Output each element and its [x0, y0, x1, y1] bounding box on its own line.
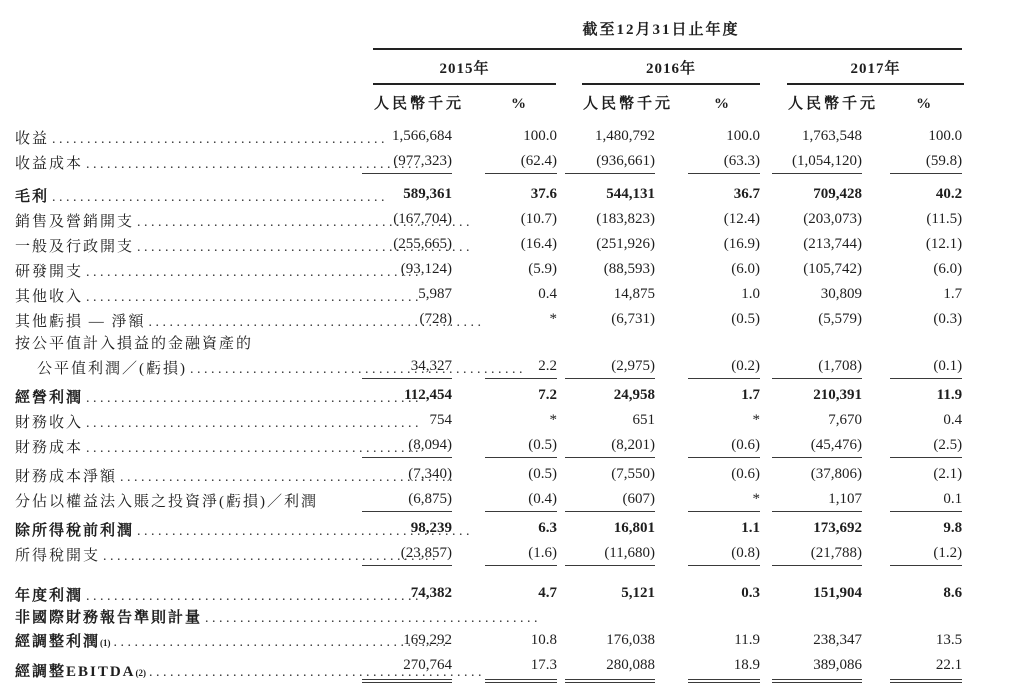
row-label: 其他收入	[15, 288, 84, 305]
cell-amount-2016: 651	[632, 411, 655, 428]
table-row	[0, 113, 962, 150]
dot-leader	[103, 547, 436, 566]
cell-percent-2015: *	[549, 310, 557, 327]
footnote-reference: (1)	[100, 637, 111, 648]
cell-percent-2017: 22.1	[890, 656, 962, 683]
cell-amount-2016: 14,875	[613, 285, 655, 302]
cell-percent-2015: 37.6	[530, 185, 557, 202]
cell-amount-2016: (251,926)	[596, 235, 655, 252]
column-header-percent-2016: %	[714, 96, 729, 112]
table-row	[0, 258, 962, 283]
row-label: 收益成本	[15, 155, 84, 172]
cell-percent-2015: (0.4)	[485, 490, 557, 512]
dot-leader	[86, 263, 419, 282]
table-row	[0, 434, 962, 459]
cell-amount-2015	[362, 351, 452, 354]
year-header-2016: 2016年	[582, 57, 760, 85]
cell-percent-2016: 1.7	[741, 386, 760, 403]
cell-amount-2015: (977,323)	[362, 152, 452, 174]
cell-percent-2017: (12.1)	[925, 235, 963, 252]
dot-leader	[86, 414, 419, 433]
column-header-percent-2015: %	[511, 96, 526, 112]
dot-leader	[86, 587, 419, 606]
cell-percent-2016	[688, 351, 760, 354]
cell-amount-2015: (255,665)	[393, 235, 452, 252]
cell-amount-2015: 754	[429, 411, 452, 428]
cell-amount-2015: (93,124)	[400, 260, 452, 277]
table-row	[0, 208, 962, 233]
cell-amount-2017: 210,391	[813, 386, 862, 403]
cell-amount-2016: 5,121	[621, 584, 655, 601]
row-label: 非國際財務報告準則計量	[15, 609, 203, 626]
cell-amount-2016: (2,975)	[565, 357, 655, 379]
table-row	[0, 233, 962, 258]
cell-percent-2016: (0.5)	[731, 310, 760, 327]
cell-amount-2015: (7,340)	[408, 465, 452, 482]
row-label: 財務成本	[15, 439, 84, 456]
cell-amount-2017: (1,054,120)	[772, 152, 862, 174]
cell-percent-2015: 0.4	[538, 285, 557, 302]
row-label: 所得稅開支	[15, 547, 101, 564]
row-label: 其他虧損 — 淨額	[15, 313, 146, 330]
column-header-amount-2017: 人民幣千元	[788, 96, 879, 112]
year-header-2017: 2017年	[787, 57, 964, 85]
cell-amount-2017: 238,347	[813, 631, 862, 648]
table-row	[0, 150, 962, 175]
cell-percent-2015: 6.3	[538, 519, 557, 536]
cell-amount-2016: (8,201)	[565, 436, 655, 458]
cell-percent-2016: (0.8)	[688, 544, 760, 566]
cell-percent-2016: (0.2)	[688, 357, 760, 379]
cell-amount-2016: 16,801	[613, 519, 655, 536]
dot-leader	[205, 609, 538, 628]
cell-amount-2015: 169,292	[403, 631, 452, 648]
dot-leader	[86, 389, 419, 408]
cell-amount-2016: (11,680)	[565, 544, 655, 566]
row-label: 銷售及營銷開支	[15, 213, 135, 230]
table-row	[0, 567, 962, 607]
cell-amount-2017: 7,670	[828, 411, 862, 428]
cell-percent-2015: 10.8	[530, 631, 557, 648]
cell-percent-2016: 11.9	[734, 631, 760, 648]
cell-amount-2016: 176,038	[606, 631, 655, 648]
cell-amount-2015: (23,857)	[362, 544, 452, 566]
cell-percent-2017: (11.5)	[926, 210, 963, 227]
cell-percent-2017: 100.0	[928, 127, 963, 144]
column-header-percent-2017: %	[916, 96, 932, 112]
cell-amount-2017	[772, 625, 862, 628]
cell-percent-2016: (63.3)	[688, 152, 760, 174]
financial-statements-table	[0, 6, 962, 684]
cell-amount-2016: (7,550)	[611, 465, 655, 482]
cell-amount-2016: 24,958	[613, 386, 655, 403]
cell-percent-2017: 0.1	[890, 490, 962, 512]
cell-percent-2016: 1.1	[741, 519, 760, 536]
cell-percent-2016: 1.0	[741, 285, 760, 302]
cell-amount-2015: 589,361	[403, 185, 452, 202]
table-row	[0, 459, 962, 488]
cell-percent-2015: (0.5)	[528, 465, 557, 482]
cell-percent-2016: (0.6)	[688, 436, 760, 458]
cell-percent-2017: (0.1)	[890, 357, 962, 379]
cell-percent-2015: (10.7)	[520, 210, 557, 227]
cell-percent-2017	[890, 351, 962, 354]
row-label: 毛利	[15, 188, 50, 205]
table-row	[0, 542, 962, 567]
cell-amount-2017: (203,073)	[803, 210, 862, 227]
cell-percent-2016: (16.9)	[723, 235, 760, 252]
cell-percent-2017: 40.2	[935, 185, 963, 202]
cell-percent-2015: (1.6)	[485, 544, 557, 566]
cell-amount-2017: 709,428	[813, 185, 862, 202]
cell-percent-2015: *	[549, 411, 557, 428]
dot-leader	[52, 130, 385, 149]
cell-amount-2016: (6,731)	[611, 310, 655, 327]
cell-percent-2015: 17.3	[485, 656, 557, 683]
row-label: 研發開支	[15, 263, 84, 280]
cell-percent-2016: (12.4)	[723, 210, 760, 227]
row-label: 公平值利潤／(虧損)	[37, 360, 187, 377]
table-row	[0, 283, 962, 308]
table-row	[0, 654, 962, 684]
row-label: 除所得稅前利潤	[15, 522, 135, 539]
cell-amount-2016	[565, 351, 655, 354]
cell-amount-2015: (8,094)	[362, 436, 452, 458]
column-header-amount-2015: 人民幣千元	[374, 96, 465, 112]
cell-amount-2015: 5,987	[418, 285, 452, 302]
cell-amount-2015: (167,704)	[393, 210, 452, 227]
cell-amount-2015: (6,875)	[362, 490, 452, 512]
cell-percent-2015: 7.2	[538, 386, 557, 403]
cell-amount-2017: (213,744)	[803, 235, 862, 252]
row-label: 經調整利潤	[15, 633, 101, 650]
cell-percent-2015: 2.2	[485, 357, 557, 379]
row-label: 財務收入	[15, 414, 84, 431]
column-header-amount-2016: 人民幣千元	[583, 96, 674, 112]
cell-amount-2017: (105,742)	[803, 260, 862, 277]
table-row	[0, 488, 962, 513]
cell-amount-2017	[772, 351, 862, 354]
cell-amount-2015: 74,382	[410, 584, 452, 601]
row-label: 經營利潤	[15, 389, 84, 406]
row-label: 按公平值計入損益的金融資產的	[15, 335, 254, 352]
dot-leader	[114, 633, 447, 652]
row-label: 財務成本淨額	[15, 468, 118, 485]
table-row	[0, 333, 962, 355]
column-header-row	[0, 85, 962, 113]
cell-amount-2015: 270,764	[362, 656, 452, 683]
cell-amount-2017: 30,809	[820, 285, 862, 302]
cell-amount-2017: 389,086	[772, 656, 862, 683]
cell-percent-2016: (6.0)	[731, 260, 760, 277]
cell-percent-2015: (16.4)	[520, 235, 557, 252]
cell-percent-2017: 1.7	[943, 285, 963, 302]
cell-amount-2015: 112,454	[404, 386, 452, 403]
cell-amount-2016	[565, 625, 655, 628]
cell-percent-2017: 0.4	[943, 411, 963, 428]
cell-amount-2017: (1,708)	[772, 357, 862, 379]
cell-amount-2017: (21,788)	[772, 544, 862, 566]
cell-percent-2017: 13.5	[935, 631, 963, 648]
cell-percent-2016: 0.3	[741, 584, 760, 601]
table-row	[0, 607, 962, 629]
year-header-row	[0, 50, 962, 85]
cell-percent-2017: 11.9	[936, 386, 963, 403]
cell-amount-2015: (728)	[419, 310, 452, 327]
cell-percent-2015: 4.7	[538, 584, 557, 601]
cell-amount-2017: 151,904	[813, 584, 862, 601]
period-header-row	[0, 6, 962, 48]
cell-percent-2017: (0.3)	[933, 310, 963, 327]
cell-percent-2015: 100.0	[523, 127, 557, 144]
cell-amount-2015: 34,327	[362, 357, 452, 379]
table-row	[0, 175, 962, 208]
cell-amount-2017: (37,806)	[810, 465, 862, 482]
cell-percent-2017: 9.8	[943, 519, 963, 536]
table-row	[0, 629, 962, 654]
cell-percent-2015: (62.4)	[485, 152, 557, 174]
cell-amount-2017: 173,692	[813, 519, 862, 536]
row-label: 經調整EBITDA	[15, 663, 136, 680]
cell-amount-2016: (183,823)	[596, 210, 655, 227]
cell-percent-2016: *	[752, 411, 760, 428]
cell-amount-2017: 1,763,548	[802, 127, 862, 144]
dot-leader	[120, 468, 453, 487]
cell-amount-2017: (45,476)	[772, 436, 862, 458]
dot-leader	[86, 439, 419, 458]
cell-percent-2016: 36.7	[733, 185, 760, 202]
cell-amount-2016: (88,593)	[603, 260, 655, 277]
cell-percent-2016: *	[688, 490, 760, 512]
cell-amount-2016: 544,131	[606, 185, 655, 202]
footnote-reference: (2)	[135, 667, 147, 678]
table-row	[0, 409, 962, 434]
row-label: 分佔以權益法入賬之投資淨(虧損)／利潤	[15, 493, 318, 510]
row-label: 收益	[15, 130, 50, 147]
dot-leader	[52, 188, 385, 207]
row-label: 一般及行政開支	[15, 238, 135, 255]
cell-percent-2016	[688, 625, 760, 628]
cell-percent-2015: (5.9)	[528, 260, 557, 277]
cell-percent-2016: (0.6)	[731, 465, 760, 482]
cell-amount-2016: (607)	[565, 490, 655, 512]
cell-amount-2015: 1,566,684	[392, 127, 452, 144]
dot-leader	[190, 360, 523, 379]
table-row	[0, 355, 962, 380]
cell-percent-2016: 18.9	[688, 656, 760, 683]
cell-percent-2017: 8.6	[943, 584, 963, 601]
cell-amount-2016: 1,480,792	[595, 127, 655, 144]
cell-percent-2017: (2.1)	[933, 465, 963, 482]
cell-percent-2015: (0.5)	[485, 436, 557, 458]
cell-percent-2017: (59.8)	[890, 152, 962, 174]
cell-percent-2017: (1.2)	[890, 544, 962, 566]
cell-percent-2017: (2.5)	[890, 436, 962, 458]
table-row	[0, 513, 962, 542]
cell-amount-2016: 280,088	[565, 656, 655, 683]
cell-percent-2016: 100.0	[726, 127, 760, 144]
table-row	[0, 308, 962, 333]
cell-percent-2015	[485, 351, 557, 354]
cell-amount-2017: 1,107	[772, 490, 862, 512]
period-header: 截至12月31日止年度	[582, 22, 740, 38]
cell-amount-2015: 98,239	[410, 519, 452, 536]
cell-amount-2017: (5,579)	[818, 310, 862, 327]
cell-amount-2016: (936,661)	[565, 152, 655, 174]
row-label: 年度利潤	[15, 587, 84, 604]
cell-percent-2017	[890, 625, 962, 628]
year-header-2015: 2015年	[373, 57, 556, 85]
dot-leader	[86, 288, 419, 307]
dot-leader	[86, 155, 419, 174]
table-row	[0, 380, 962, 409]
cell-percent-2017: (6.0)	[933, 260, 963, 277]
